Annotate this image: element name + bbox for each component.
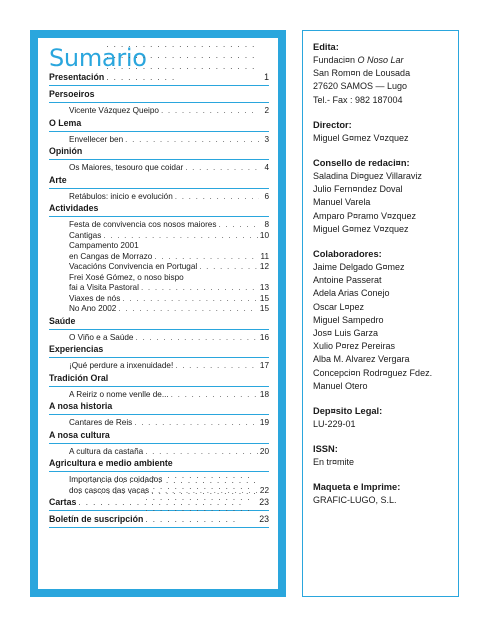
toc-leader-dots bbox=[175, 361, 258, 372]
toc-page-number: 18 bbox=[259, 389, 269, 399]
toc-leader-dots bbox=[118, 304, 258, 315]
credits-issn-title: ISSN: bbox=[313, 444, 338, 455]
toc-page-number: 12 bbox=[259, 262, 269, 271]
toc-heading-text: Arte bbox=[49, 174, 67, 185]
table-of-contents bbox=[49, 72, 269, 531]
credits-consello-name: Amparo P¤ramo V¤zquez bbox=[313, 210, 417, 221]
toc-entry bbox=[49, 447, 269, 458]
toc-section bbox=[49, 316, 269, 344]
credits-director bbox=[313, 119, 453, 145]
toc-entry bbox=[49, 333, 269, 344]
toc-heading-text: Actividades bbox=[49, 203, 99, 213]
toc-heading-text: O Lema bbox=[49, 117, 82, 128]
toc-page-number: 15 bbox=[259, 293, 269, 303]
toc-section bbox=[49, 146, 269, 174]
toc-section-heading bbox=[49, 344, 269, 355]
toc-section-heading bbox=[49, 72, 269, 83]
credits-director-name: Miguel G¤mez V¤zquez bbox=[313, 132, 409, 143]
toc-section bbox=[49, 430, 269, 458]
toc-entry bbox=[49, 294, 269, 305]
toc-leader-dots bbox=[218, 220, 259, 231]
toc-section bbox=[49, 175, 269, 203]
toc-entry-title: Campamento 2001 bbox=[69, 241, 139, 250]
toc-page-number: 11 bbox=[260, 251, 269, 261]
toc-entry-title: Cantigas bbox=[69, 230, 102, 240]
toc-leader-dots bbox=[145, 447, 258, 458]
credits-consello-name: Manuel Varela bbox=[313, 197, 371, 208]
toc-section bbox=[49, 203, 269, 315]
credits-issn bbox=[313, 443, 453, 469]
credits-content bbox=[313, 41, 453, 520]
toc-heading-text: Agricultura e medio ambiente bbox=[49, 458, 173, 468]
toc-divider bbox=[49, 159, 269, 160]
toc-leader-dots bbox=[134, 418, 258, 429]
toc-heading-text: Tradición Oral bbox=[49, 372, 109, 383]
credits-edita-title: Edita: bbox=[313, 42, 339, 52]
toc-section-heading bbox=[49, 514, 269, 525]
credits-colaborador-name: Jos¤ Luis Garza bbox=[313, 328, 379, 339]
toc-entry bbox=[49, 273, 269, 284]
toc-page-number: 3 bbox=[264, 134, 269, 144]
toc-page-number: 4 bbox=[264, 163, 269, 172]
toc-leader-dots bbox=[161, 106, 259, 117]
toc-section-heading bbox=[49, 203, 269, 214]
toc-page-number: 13 bbox=[259, 283, 269, 292]
toc-page-number: 2 bbox=[264, 106, 269, 115]
toc-divider bbox=[49, 357, 269, 358]
credits-edita-line: 27620 SAMOS — Lugo bbox=[313, 81, 408, 92]
credits-box bbox=[302, 30, 459, 597]
toc-page-number: 10 bbox=[259, 230, 269, 240]
credits-issn-value: En tr¤mite bbox=[313, 457, 355, 468]
toc-entry bbox=[49, 192, 269, 203]
toc-entry bbox=[49, 361, 269, 372]
publisher-name-italic: O Noso Lar bbox=[357, 55, 404, 65]
toc-section bbox=[49, 72, 269, 86]
toc-section bbox=[49, 514, 269, 528]
toc-entry bbox=[49, 262, 269, 273]
credits-colaboradores bbox=[313, 248, 453, 393]
toc-entry-title: Os Maiores, tesouro que coidar bbox=[69, 163, 184, 172]
toc-section-heading bbox=[49, 316, 269, 327]
toc-entry-title: ¡Qué perdure a inxenuidade! bbox=[69, 361, 174, 370]
credits-colaborador-name: Adela Arias Conejo bbox=[313, 288, 390, 299]
toc-page-number: 6 bbox=[264, 191, 269, 201]
toc-page-number: 1 bbox=[264, 72, 269, 82]
toc-divider bbox=[49, 386, 269, 387]
credits-consello bbox=[313, 157, 453, 236]
credits-maqueta-value: GRAFIC-LUGO, S.L. bbox=[313, 495, 397, 506]
toc-heading-text: Persoeiros bbox=[49, 89, 95, 99]
toc-entry bbox=[49, 231, 269, 242]
toc-divider bbox=[49, 216, 269, 217]
credits-colaborador-name: Antoine Passerat bbox=[313, 275, 382, 286]
toc-entry-title: Cantares de Reis bbox=[69, 418, 133, 427]
toc-entry-title: A Reiriz o nome venlle de... bbox=[69, 389, 169, 399]
toc-section-heading bbox=[49, 458, 269, 469]
toc-section bbox=[49, 118, 269, 146]
toc-leader-dots bbox=[171, 390, 258, 401]
toc-entry bbox=[49, 252, 269, 263]
toc-entry-title: A cultura da castaña bbox=[69, 446, 144, 456]
credits-director-title: Director: bbox=[313, 119, 352, 130]
credits-colaborador-name: Concepci¤n Rodr¤guez Fdez. bbox=[313, 367, 433, 378]
toc-entry-title: dos cascos das vacas bbox=[69, 485, 150, 495]
toc-divider bbox=[49, 329, 269, 330]
toc-entry bbox=[49, 418, 269, 429]
credits-colaborador-name: Oscar L¤pez bbox=[313, 301, 365, 312]
toc-entry bbox=[49, 106, 269, 117]
toc-heading-text: Experiencias bbox=[49, 344, 104, 354]
toc-entry bbox=[49, 390, 269, 401]
toc-leader-dots bbox=[185, 163, 259, 174]
toc-heading-text: A nosa cultura bbox=[49, 429, 110, 440]
toc-entry-title: No Ano 2002 bbox=[69, 304, 117, 313]
toc-leader-dots bbox=[175, 192, 259, 203]
credits-consello-name: Miguel G¤mez V¤zquez bbox=[313, 223, 409, 234]
toc-page-number: 23 bbox=[259, 497, 269, 507]
toc-entry-title: Vacacións Convivencia en Portugal bbox=[69, 262, 198, 271]
toc-leader-dots bbox=[122, 294, 258, 305]
credits-deposito-title: Dep¤sito Legal: bbox=[313, 406, 383, 417]
toc-entry bbox=[49, 283, 269, 294]
toc-leader-dots bbox=[136, 333, 258, 344]
credits-maqueta bbox=[313, 481, 453, 507]
credits-consello-name: Julio Fern¤ndez Doval bbox=[313, 184, 403, 195]
toc-entry-title: en Cangas de Morrazo bbox=[69, 251, 153, 261]
credits-deposito-value: LU-229-01 bbox=[313, 419, 356, 430]
toc-divider bbox=[49, 102, 269, 103]
toc-heading-text: Saúde bbox=[49, 315, 76, 326]
summary-title: Sumario bbox=[49, 44, 147, 72]
toc-leader-dots bbox=[141, 283, 258, 294]
toc-leader-dots bbox=[199, 262, 258, 273]
toc-entry bbox=[49, 304, 269, 315]
toc-heading-text: Cartas bbox=[49, 497, 77, 507]
toc-section-heading bbox=[49, 373, 269, 384]
toc-entry-title: Vicente Vázquez Queipo bbox=[69, 106, 159, 115]
toc-entry-title: Frei Xosé Gómez, o noso bispo bbox=[69, 272, 184, 282]
toc-entry-title: O Viño e a Saúde bbox=[69, 332, 134, 342]
credits-edita-line: San Rom¤n de Lousada bbox=[313, 68, 411, 79]
toc-entry bbox=[49, 241, 269, 252]
credits-colaborador-name: Miguel Sampedro bbox=[313, 314, 384, 325]
toc-divider bbox=[49, 527, 269, 528]
credits-edita-line bbox=[313, 54, 453, 67]
credits-colaborador-name: Xulio P¤rez Pereiras bbox=[313, 341, 396, 352]
toc-divider bbox=[49, 188, 269, 189]
toc-divider bbox=[49, 85, 269, 86]
toc-entry-title: fai a Visita Pastoral bbox=[69, 283, 139, 292]
toc-divider bbox=[49, 131, 269, 132]
toc-entry-title: Viaxes de nós bbox=[69, 293, 121, 303]
publisher-name: Fundaci¤n bbox=[313, 55, 358, 65]
toc-section-heading bbox=[49, 175, 269, 186]
toc-divider bbox=[49, 443, 269, 444]
toc-leader-dots bbox=[106, 39, 259, 83]
toc-heading-text: Boletín de suscripción bbox=[49, 514, 144, 524]
credits-consello-title: Consello de redaci¤n: bbox=[313, 158, 410, 169]
toc-page-number: 19 bbox=[259, 418, 269, 427]
toc-page-number: 15 bbox=[259, 304, 269, 313]
credits-colaboradores-title: Colaboradores: bbox=[313, 249, 382, 260]
toc-leader-dots bbox=[103, 231, 258, 242]
toc-heading-text: A nosa historia bbox=[49, 401, 113, 411]
toc-section-heading bbox=[49, 89, 269, 100]
toc-divider bbox=[49, 414, 269, 415]
toc-entry-title: Festa de convivencia cos nosos maiores bbox=[69, 220, 217, 229]
toc-section-heading bbox=[49, 118, 269, 129]
toc-entry-title: Envellecer ben bbox=[69, 134, 124, 144]
credits-deposito bbox=[313, 405, 453, 431]
toc-page-number: 16 bbox=[259, 332, 269, 342]
toc-page-number: 17 bbox=[259, 361, 269, 370]
toc-page-number: 8 bbox=[264, 220, 269, 229]
toc-entry bbox=[49, 135, 269, 146]
credits-colaborador-name: Jaime Delgado G¤mez bbox=[313, 262, 405, 273]
toc-entry-title: Retábulos: inicio e evolución bbox=[69, 191, 173, 201]
toc-page-number: 22 bbox=[259, 485, 269, 495]
credits-edita bbox=[313, 41, 453, 107]
toc-section bbox=[49, 89, 269, 117]
toc-entry bbox=[49, 220, 269, 231]
toc-section-heading bbox=[49, 401, 269, 412]
toc-heading-text: Presentación bbox=[49, 72, 105, 82]
toc-section bbox=[49, 373, 269, 401]
toc-section bbox=[49, 344, 269, 372]
credits-consello-name: Saladina Di¤guez Villaraviz bbox=[313, 171, 422, 182]
toc-leader-dots bbox=[154, 252, 258, 263]
toc-entry-title: Importancia dos coidados bbox=[69, 475, 163, 484]
toc-leader-dots bbox=[145, 470, 257, 525]
credits-maqueta-title: Maqueta e Imprime: bbox=[313, 482, 401, 493]
toc-page-number: 20 bbox=[259, 446, 269, 456]
credits-edita-line: Tel.- Fax : 982 187004 bbox=[313, 94, 403, 105]
credits-colaborador-name: Manuel Otero bbox=[313, 380, 368, 391]
toc-page-number: 23 bbox=[259, 514, 269, 524]
credits-colaborador-name: Alba M. Alvarez Vergara bbox=[313, 354, 410, 365]
summary-panel bbox=[38, 38, 278, 589]
toc-section bbox=[49, 401, 269, 429]
toc-entry bbox=[49, 163, 269, 174]
toc-leader-dots bbox=[125, 135, 259, 146]
toc-heading-text: Opinión bbox=[49, 146, 83, 156]
toc-section-heading bbox=[49, 146, 269, 157]
toc-section-heading bbox=[49, 430, 269, 441]
